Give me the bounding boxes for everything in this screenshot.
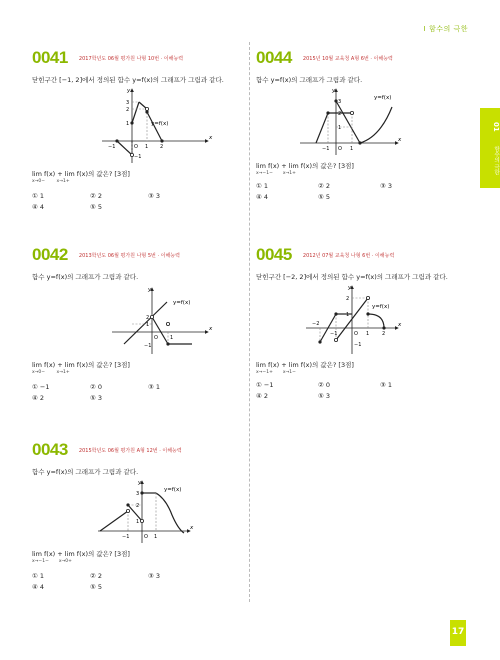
problem-question: lim f(x) + lim f(x)의 값은? [3점] bbox=[32, 361, 130, 369]
function-graph bbox=[256, 87, 456, 157]
x-tick: −1 bbox=[122, 534, 130, 540]
problem-text: 닫힌구간 [−1, 2]에서 정의된 함수 y=f(x)의 그래프가 그림과 같다. bbox=[32, 76, 224, 84]
problem-source: 2012년 07월 교육청 나형 6번 · 이해능력 bbox=[302, 253, 395, 259]
y-tick: 3 bbox=[338, 99, 342, 105]
y-tick: 1 bbox=[146, 322, 150, 328]
page-number-badge bbox=[450, 620, 466, 646]
problem-text: 함수 y=f(x)의 그래프가 그림과 같다. bbox=[32, 273, 139, 281]
function-graph bbox=[32, 87, 232, 165]
y-tick: 1 bbox=[136, 519, 140, 525]
side-chapter-tab[interactable] bbox=[480, 108, 500, 188]
answer-choices bbox=[32, 572, 242, 594]
limit-subscript: x→−1− bbox=[256, 171, 273, 176]
limit-subscript: x→1+ bbox=[56, 370, 70, 375]
x-tick: 1 bbox=[154, 534, 158, 540]
x-tick: 1 bbox=[170, 335, 174, 341]
axis-y-label: y bbox=[332, 88, 336, 94]
x-tick: 2 bbox=[160, 144, 164, 150]
y-tick: 2 bbox=[126, 107, 130, 113]
axis-x-label: x bbox=[209, 326, 213, 332]
axis-y-label: y bbox=[138, 480, 142, 486]
problem-0041 bbox=[32, 48, 242, 214]
x-tick: O bbox=[144, 534, 148, 540]
limit-subscripts bbox=[32, 179, 242, 184]
x-tick: −2 bbox=[312, 321, 320, 327]
limit-subscript: x→−1+ bbox=[256, 370, 273, 375]
problem-question: lim f(x) + lim f(x)의 값은? [3점] bbox=[32, 170, 130, 178]
choice[interactable]: ③ 3 bbox=[148, 192, 161, 200]
y-tick: −1 bbox=[354, 342, 362, 348]
choice[interactable]: ② 2 bbox=[90, 572, 103, 580]
problem-number: 0045 bbox=[256, 245, 292, 264]
choice[interactable]: ② 2 bbox=[318, 182, 331, 190]
choice[interactable]: ④ 4 bbox=[256, 193, 269, 201]
function-graph bbox=[256, 284, 456, 356]
function-graph bbox=[32, 479, 232, 545]
limit-subscripts bbox=[256, 370, 466, 375]
choice[interactable]: ⑤ 3 bbox=[90, 394, 103, 402]
choice[interactable]: ① 1 bbox=[32, 192, 45, 200]
problem-0045 bbox=[256, 245, 466, 403]
y-tick: 1 bbox=[338, 125, 342, 131]
chapter-header: Ⅰ 함수의 극한 bbox=[423, 25, 468, 33]
choice[interactable]: ⑤ 5 bbox=[318, 193, 331, 201]
choice[interactable]: ③ 1 bbox=[148, 383, 161, 391]
x-tick: 1 bbox=[350, 146, 354, 152]
choice[interactable]: ③ 3 bbox=[148, 572, 161, 580]
choice[interactable]: ④ 4 bbox=[32, 583, 45, 591]
y-tick: 1 bbox=[126, 121, 130, 127]
column-divider bbox=[249, 42, 250, 602]
curve-label: y=f(x) bbox=[151, 121, 169, 127]
limit-subscripts bbox=[32, 370, 242, 375]
problem-text: 닫힌구간 [−2, 2]에서 정의된 함수 y=f(x)의 그래프가 그림과 같다. bbox=[256, 273, 448, 281]
x-tick: 1 bbox=[366, 331, 370, 337]
choice[interactable]: ⑤ 5 bbox=[90, 583, 103, 591]
y-tick: 3 bbox=[126, 100, 130, 106]
y-tick: 2 bbox=[146, 315, 150, 321]
problem-0044 bbox=[256, 48, 466, 204]
problem-0043 bbox=[32, 440, 242, 594]
y-tick: −1 bbox=[144, 343, 152, 349]
limit-subscript: x→1+ bbox=[282, 171, 296, 176]
problem-text: 함수 y=f(x)의 그래프가 그림과 같다. bbox=[32, 468, 139, 476]
function-graph bbox=[32, 284, 232, 356]
problem-text: 함수 y=f(x)의 그래프가 그림과 같다. bbox=[256, 76, 363, 84]
side-tab-label: 함수의 극한 bbox=[493, 146, 499, 176]
axis-y-label: y bbox=[127, 88, 131, 94]
y-tick: 2 bbox=[338, 111, 342, 117]
problem-source: 2015학년도 06월 평가원 A형 12번 · 이해능력 bbox=[78, 448, 182, 454]
choice[interactable]: ② 0 bbox=[318, 381, 331, 389]
curve-label: y=f(x) bbox=[372, 304, 390, 310]
answer-choices bbox=[256, 182, 466, 204]
problem-number: 0041 bbox=[32, 48, 68, 67]
limit-subscript: x→1+ bbox=[56, 179, 70, 184]
limit-subscripts bbox=[32, 559, 242, 564]
choice[interactable]: ① 1 bbox=[256, 182, 269, 190]
choice[interactable]: ④ 4 bbox=[32, 203, 45, 211]
problem-question: lim f(x) + lim f(x)의 값은? [3점] bbox=[256, 361, 354, 369]
side-tab-number: 01 bbox=[492, 122, 500, 132]
choice[interactable]: ② 0 bbox=[90, 383, 103, 391]
x-tick: 1 bbox=[145, 144, 149, 150]
problem-0042 bbox=[32, 245, 242, 405]
axis-x-label: x bbox=[398, 137, 402, 143]
answer-choices bbox=[32, 383, 242, 405]
choice[interactable]: ③ 1 bbox=[380, 381, 393, 389]
limit-subscript: x→−1− bbox=[32, 559, 49, 564]
x-tick: −1 bbox=[330, 331, 338, 337]
axis-y-label: y bbox=[148, 287, 152, 293]
choice[interactable]: ① 1 bbox=[32, 572, 45, 580]
problem-question: lim f(x) + lim f(x)의 값은? [3점] bbox=[256, 162, 354, 170]
limit-subscripts bbox=[256, 171, 466, 176]
x-tick: O bbox=[354, 331, 358, 337]
answer-choices bbox=[256, 381, 466, 403]
problem-number: 0044 bbox=[256, 48, 292, 67]
choice[interactable]: ④ 2 bbox=[256, 392, 269, 400]
limit-subscript: x→0− bbox=[32, 370, 46, 375]
x-tick: O bbox=[134, 144, 138, 150]
page-number: 17 bbox=[451, 627, 465, 637]
answer-choices bbox=[32, 192, 242, 214]
y-tick: 3 bbox=[136, 491, 140, 497]
choice[interactable]: ⑤ 3 bbox=[318, 392, 331, 400]
x-tick: −1 bbox=[108, 144, 116, 150]
x-tick: 2 bbox=[382, 331, 386, 337]
choice[interactable]: ⑤ 5 bbox=[90, 203, 103, 211]
axis-x-label: x bbox=[209, 135, 213, 141]
axis-y-label: y bbox=[348, 285, 352, 291]
problem-question: lim f(x) + lim f(x)의 값은? [3점] bbox=[32, 550, 130, 558]
choice[interactable]: ③ 3 bbox=[380, 182, 393, 190]
x-tick: O bbox=[154, 335, 158, 341]
curve-label: y=f(x) bbox=[173, 300, 191, 306]
limit-subscript: x→1− bbox=[282, 370, 296, 375]
axis-x-label: x bbox=[398, 322, 402, 328]
y-tick: 1 bbox=[346, 312, 350, 318]
limit-subscript: x→0+ bbox=[58, 559, 72, 564]
curve-label: y=f(x) bbox=[374, 95, 392, 101]
y-tick: 2 bbox=[346, 296, 350, 302]
problem-source: 2017학년도 06월 평가원 나형 10번 · 이해능력 bbox=[78, 56, 184, 62]
choice[interactable]: ① −1 bbox=[32, 383, 50, 391]
y-tick: −1 bbox=[134, 154, 142, 160]
choice[interactable]: ② 2 bbox=[90, 192, 103, 200]
axis-x-label: x bbox=[190, 525, 194, 531]
limit-subscript: x→0− bbox=[32, 179, 46, 184]
problem-source: 2015년 10월 교육청 A형 6번 · 이해능력 bbox=[302, 56, 393, 62]
problem-source: 2013학년도 06월 평가원 나형 5번 · 이해능력 bbox=[78, 253, 180, 259]
curve-label: y=f(x) bbox=[164, 487, 182, 493]
x-tick: −1 bbox=[322, 146, 330, 152]
problem-number: 0043 bbox=[32, 440, 68, 459]
x-tick: O bbox=[338, 146, 342, 152]
choice[interactable]: ① −1 bbox=[256, 381, 274, 389]
choice[interactable]: ④ 2 bbox=[32, 394, 45, 402]
problem-number: 0042 bbox=[32, 245, 68, 264]
y-tick: 2 bbox=[136, 503, 140, 509]
